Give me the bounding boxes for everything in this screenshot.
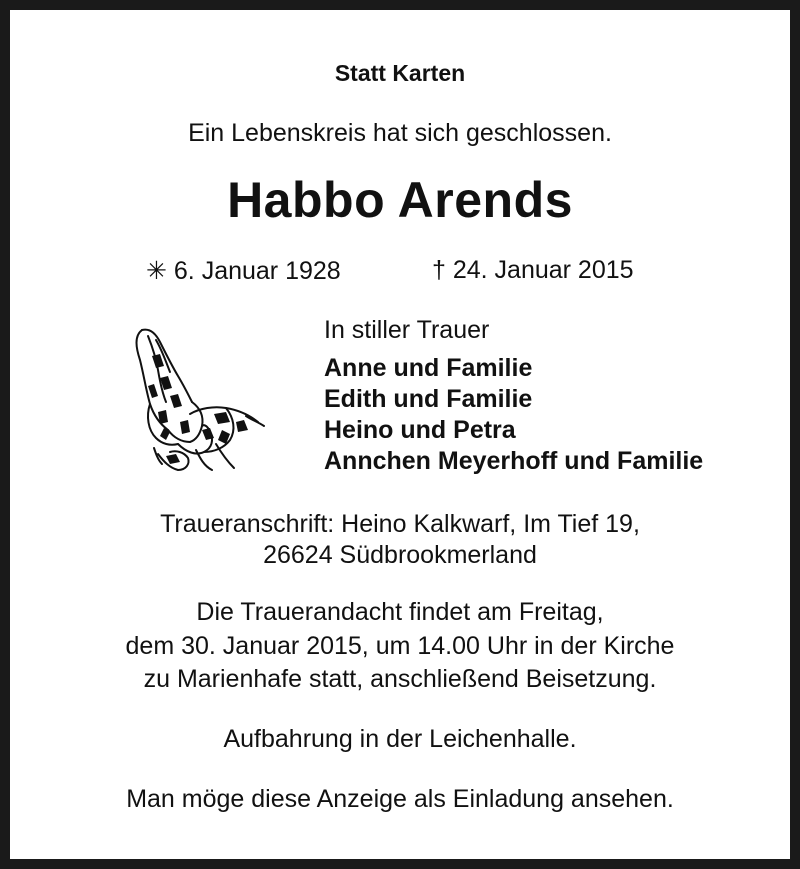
intro-text: Ein Lebenskreis hat sich geschlossen. — [188, 119, 612, 147]
mourners-intro: In stiller Trauer — [324, 316, 490, 344]
service-line-2: dem 30. Januar 2015, um 14.00 Uhr in der Kirche — [125, 632, 675, 660]
deceased-name: Habbo Arends — [227, 172, 573, 228]
service-line-3: zu Marienhafe statt, anschließend Beisetzung. — [143, 665, 657, 693]
birth-date: ✳ 6. Januar 1928 — [146, 257, 341, 285]
praying-hands-icon — [130, 326, 265, 474]
mourner-2: Edith und Familie — [324, 385, 533, 413]
invitation-text: Man möge diese Anzeige als Einladung ansehen. — [126, 785, 674, 813]
mourner-1: Anne und Familie — [324, 354, 533, 382]
mourner-4: Annchen Meyerhoff und Familie — [324, 447, 704, 475]
mourner-3: Heino und Petra — [324, 416, 516, 444]
header-text: Statt Karten — [334, 60, 466, 86]
address-line-1: Traueranschrift: Heino Kalkwarf, Im Tief 19, — [160, 510, 640, 538]
death-date: † 24. Januar 2015 — [432, 256, 634, 284]
laying-out-text: Aufbahrung in der Leichenhalle. — [223, 725, 577, 753]
service-line-1: Die Trauerandacht findet am Freitag, — [196, 598, 604, 626]
address-line-2: 26624 Südbrookmerland — [263, 541, 537, 569]
